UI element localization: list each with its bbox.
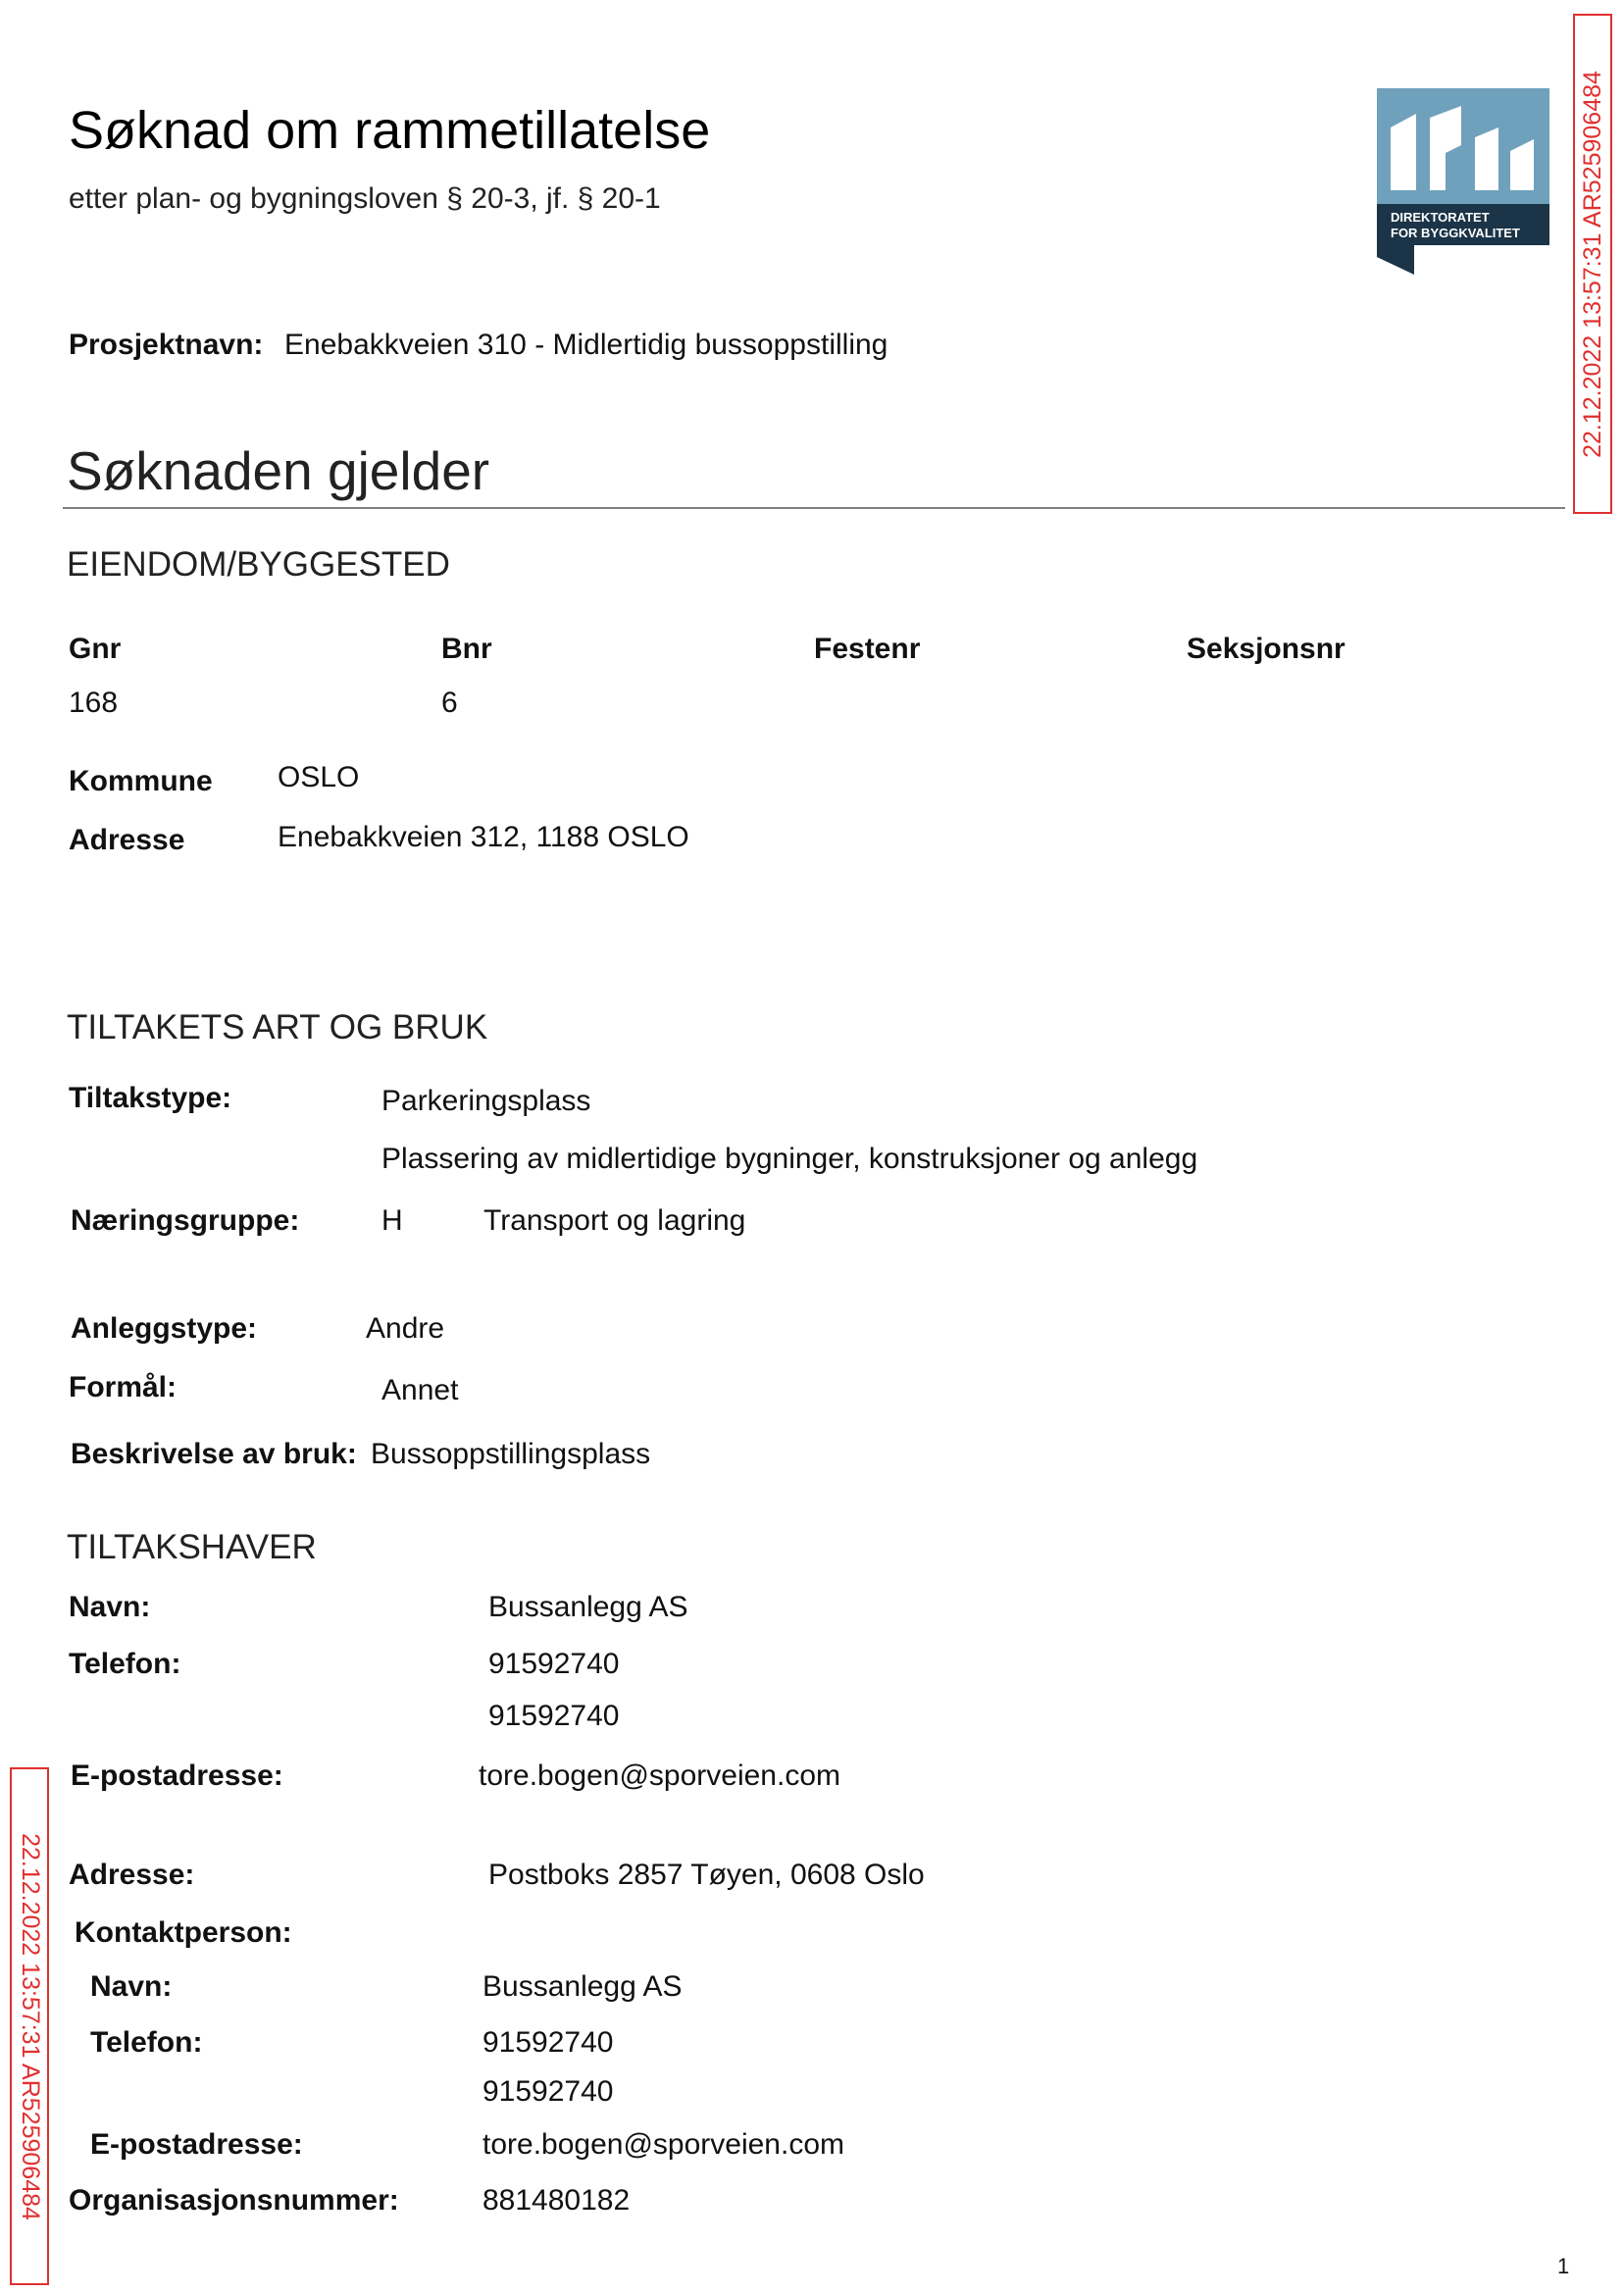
logo-line2: FOR BYGGKVALITET — [1391, 226, 1520, 240]
bnr-value: 6 — [441, 687, 458, 719]
logo-line1: DIREKTORATET — [1391, 210, 1490, 225]
orgnr-label: Organisasjonsnummer: — [69, 2184, 399, 2217]
bnr-label: Bnr — [441, 633, 492, 665]
telefon-value-1: 91592740 — [488, 1648, 620, 1680]
adresse-label: Adresse — [69, 824, 185, 856]
kontaktperson-label: Kontaktperson: — [75, 1916, 292, 1949]
gnr-label: Gnr — [69, 633, 122, 665]
section-divider — [63, 507, 1565, 509]
gnr-value: 168 — [69, 687, 119, 719]
formal-label: Formål: — [69, 1371, 178, 1403]
navn-value: Bussanlegg AS — [488, 1591, 688, 1623]
naeringsgruppe-code: H — [381, 1204, 403, 1237]
date-stamp-right — [1573, 14, 1612, 514]
festenr-label: Festenr — [814, 633, 921, 665]
project-value: Enebakkveien 310 - Midlertidig bussoppstilling — [284, 329, 888, 361]
epost-value: tore.bogen@sporveien.com — [479, 1759, 840, 1792]
beskrivelse-label: Beskrivelse av bruk: — [71, 1438, 357, 1470]
section-title: Søknaden gjelder — [67, 440, 490, 501]
formal-value: Annet — [381, 1374, 459, 1406]
page-number: 1 — [1557, 2254, 1570, 2278]
tiltakstype-value-2: Plassering av midlertidige bygninger, konstruksjoner og anlegg — [381, 1143, 1198, 1175]
stamp-text: 22.12.2022 13:57:31 AR525906484 — [16, 1832, 44, 2220]
kontakt-navn-value: Bussanlegg AS — [482, 1970, 683, 2003]
adresse-value: Enebakkveien 312, 1188 OSLO — [278, 821, 689, 853]
tiltakshaver-adresse-label: Adresse: — [69, 1859, 195, 1891]
anleggstype-label: Anleggstype: — [71, 1312, 258, 1345]
property-heading: EIENDOM/BYGGESTED — [67, 545, 450, 584]
tiltakshaver-heading: TILTAKSHAVER — [67, 1528, 317, 1566]
project-label: Prosjektnavn: — [69, 329, 264, 361]
kontakt-navn-label: Navn: — [90, 1970, 173, 2003]
kontakt-epost-value: tore.bogen@sporveien.com — [482, 2128, 844, 2161]
telefon-value-2: 91592740 — [488, 1700, 620, 1732]
kontakt-telefon-label: Telefon: — [90, 2026, 203, 2059]
dibk-logo-icon — [1377, 88, 1549, 275]
tiltakstype-value-1: Parkeringsplass — [381, 1085, 591, 1117]
tiltakshaver-adresse-value: Postboks 2857 Tøyen, 0608 Oslo — [488, 1859, 925, 1891]
naeringsgruppe-value: Transport og lagring — [483, 1204, 746, 1237]
epost-label: E-postadresse: — [71, 1759, 283, 1792]
kommune-label: Kommune — [69, 765, 213, 797]
beskrivelse-value: Bussoppstillingsplass — [371, 1438, 651, 1470]
date-stamp-left — [10, 1767, 49, 2285]
telefon-label: Telefon: — [69, 1648, 181, 1680]
tiltak-heading: TILTAKETS ART OG BRUK — [67, 1008, 488, 1046]
kontakt-telefon-value-1: 91592740 — [482, 2026, 614, 2059]
document-subtitle: etter plan- og bygningsloven § 20-3, jf. § 20-1 — [69, 182, 661, 215]
stamp-text: 22.12.2022 13:57:31 AR525906484 — [1578, 70, 1606, 458]
kontakt-epost-label: E-postadresse: — [90, 2128, 303, 2161]
kommune-value: OSLO — [278, 761, 360, 793]
seksjonsnr-label: Seksjonsnr — [1187, 633, 1345, 665]
orgnr-value: 881480182 — [482, 2184, 631, 2217]
naeringsgruppe-label: Næringsgruppe: — [71, 1204, 300, 1237]
tiltakstype-label: Tiltakstype: — [69, 1082, 232, 1114]
navn-label: Navn: — [69, 1591, 151, 1623]
document-title: Søknad om rammetillatelse — [69, 101, 711, 160]
kontakt-telefon-value-2: 91592740 — [482, 2075, 614, 2108]
anleggstype-value: Andre — [366, 1312, 445, 1345]
